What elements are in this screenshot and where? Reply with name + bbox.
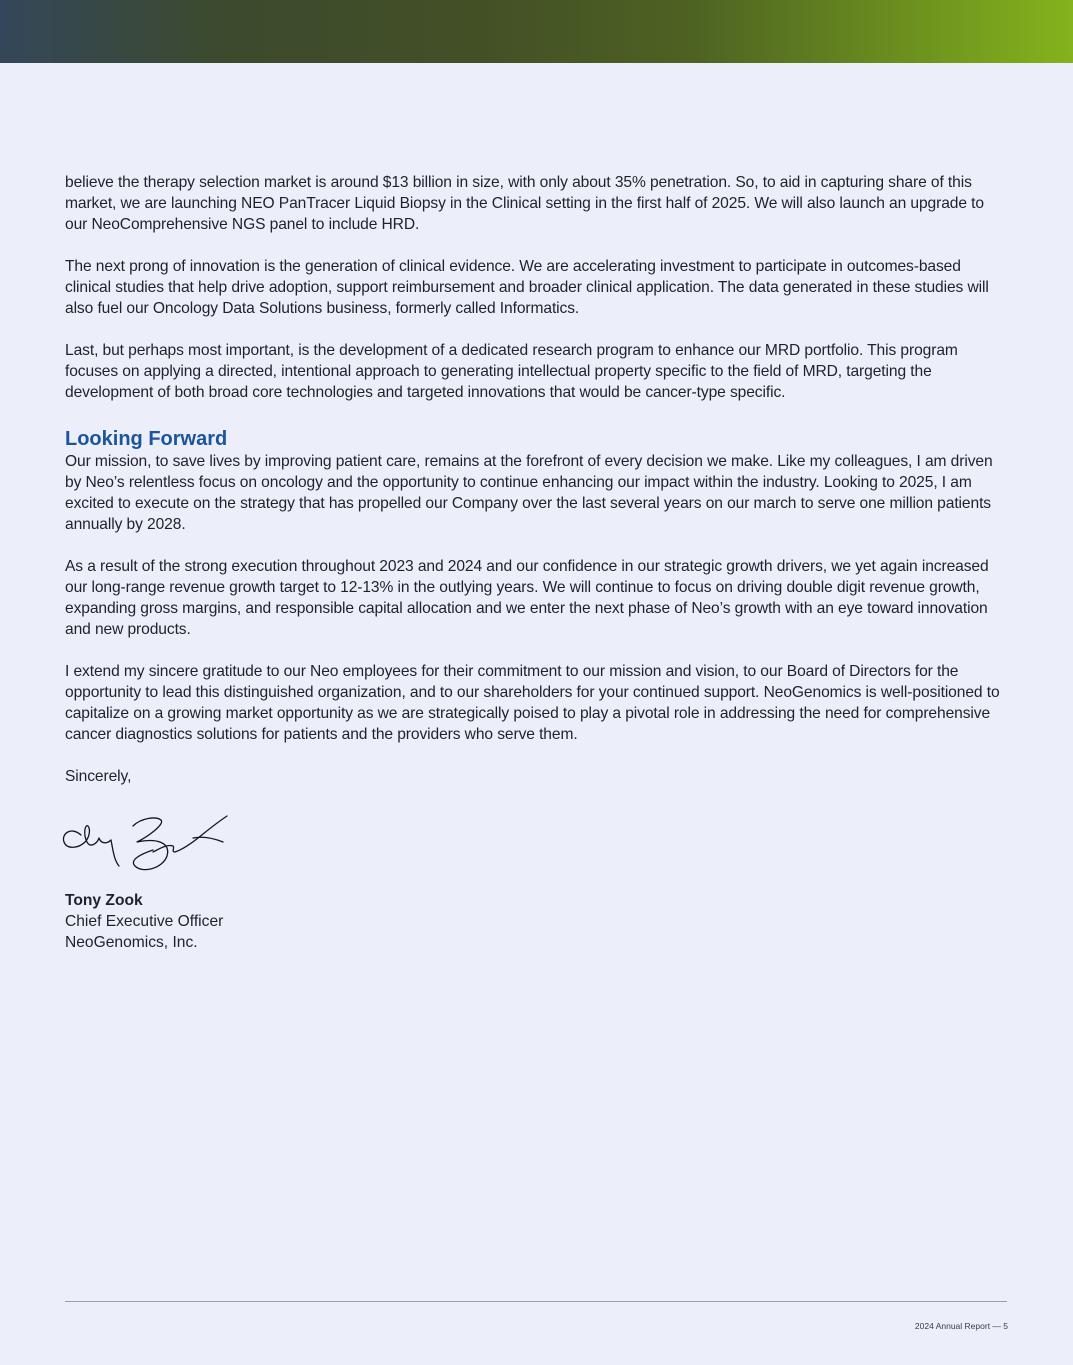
- signer-block: [65, 890, 1010, 953]
- section-heading: Looking Forward: [65, 428, 228, 450]
- signer-name: Tony Zook: [65, 892, 143, 909]
- letter-body: [65, 172, 1010, 953]
- top-banner: [0, 0, 1073, 63]
- body-paragraph: believe the therapy selection market is around $13 billion in size, with only about 35% penetration. So, to aid in capturing share of this market, we are launching NEO PanTracer Liquid Biopsy in the Clinical setting in the first half of 2025. We will also launch an upgrade to our NeoComprehensive NGS panel to include HRD.: [65, 174, 984, 233]
- footer-divider: [65, 1301, 1007, 1302]
- closing-line: Sincerely,: [65, 768, 132, 785]
- body-paragraph: I extend my sincere gratitude to our Neo employees for their commitment to our mission and vision, to our Board of Directors for the opportunity to lead this distinguished organization, and to our shareholders for your continued support. NeoGenomics is well-positioned to capitalize on a growing market opportunity as we are strategically poised to play a pivotal role in addressing the need for comprehensive cancer diagnostics solutions for patients and the providers who serve them.: [65, 663, 1000, 743]
- body-paragraph: Last, but perhaps most important, is the development of a dedicated research program to enhance our MRD portfolio. This program focuses on applying a directed, intentional approach to generating intellectual property specific to the field of MRD, targeting the development of both broad core technologies and targeted innovations that would be cancer-type specific.: [65, 342, 958, 401]
- signer-title: Chief Executive Officer: [65, 913, 224, 930]
- signer-company: NeoGenomics, Inc.: [65, 934, 198, 951]
- body-paragraph: Our mission, to save lives by improving patient care, remains at the forefront of every decision we make. Like my colleagues, I am driven by Neo’s relentless focus on oncology and the opportunity to continue enhancing our impact within the industry. Looking to 2025, I am excited to execute on the strategy that has propelled our Company over the last several years on our march to serve one million patients annually by 2028.: [65, 453, 993, 533]
- page-footer-label: 2024 Annual Report — 5: [914, 1321, 1008, 1331]
- body-paragraph: The next prong of innovation is the generation of clinical evidence. We are accelerating investment to participate in outcomes-based clinical studies that help drive adoption, support reimbursement and broader clinical application. The data generated in these studies will also fuel our Oncology Data Solutions business, formerly called Informatics.: [65, 258, 989, 317]
- signature-image: [61, 808, 231, 880]
- body-paragraph: As a result of the strong execution throughout 2023 and 2024 and our confidence in our strategic growth drivers, we yet again increased our long-range revenue growth target to 12-13% in the outlying years. We will continue to focus on driving double digit revenue growth, expanding gross margins, and responsible capital allocation and we enter the next phase of Neo’s growth with an eye toward innovation and new products.: [65, 558, 989, 638]
